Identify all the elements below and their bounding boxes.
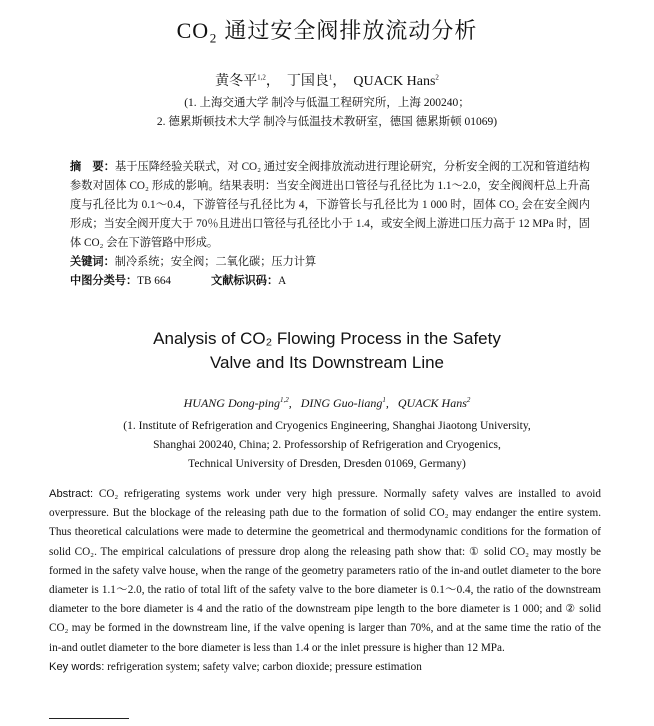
cn-title: CO₂ 通过安全阀排放流动分析 [176,18,478,43]
en-abstract-block [49,485,601,677]
en-title-line-1: Analysis of CO₂ Flowing Process in the Safety [153,329,501,348]
en-title [0,327,654,375]
cn-abstract-text: 基于压降经验关联式，对 CO₂ 通过安全阀排放流动进行理论研究，分析安全阀的工况和管道结构参数对固体 CO₂ 形成的影响。结果表明：当安全阀进出口管径与孔径比为 1.1～2.0，安全阀阀杆总上升高度与孔径比为 0.1～0.4，下游管径与孔径比为 4，下游管长与孔径比为 1 000 时，固体 CO₂ 会在安全阀内形成；当安全阀开度大于 70％且进出口管径与孔径比小于 1.4，或安全阀上游进口压力高于 12 MPa 时，固体 CO₂ 会在下游管路中形成。 [70,161,590,249]
en-abstract-label: Abstract: [49,488,94,500]
cn-classification: 中图分类号：TB 664 文献标识码：A [70,275,287,287]
cn-affiliation-2: 2. 德累斯顿技术大学 制冷与低温技术教研室，德国 德累斯顿 01069) [156,116,498,128]
en-affiliation-1: (1. Institute of Refrigeration and Cryogenics Engineering, Shanghai Jiaotong University, [123,420,531,432]
cn-abstract-label: 摘 要： [70,161,115,173]
cn-clc-code: TB 664 [137,275,172,287]
en-keywords [49,658,601,677]
cn-author-2: 丁国良$^1$ [286,73,333,89]
cn-authors: 黄冬平$^{1,2}$， 丁国良$^1$， QUACK Hans$^2$ [215,73,439,89]
cn-abstract [70,158,590,253]
en-keywords-label: Key words: [49,660,105,673]
cn-keywords-label: 关键词： [70,256,115,268]
en-author-2: DING Guo-liang$^1$ [300,396,386,410]
cn-keywords [70,253,590,272]
en-affiliation-2: Shanghai 200240, China; 2. Professorship of Refrigeration and Cryogenics, [153,439,501,451]
en-keywords-text: refrigeration system; safety valve; carbon dioxide; pressure estimation [107,660,422,673]
en-affiliation-3: Technical University of Dresden, Dresden 01069, Germany) [188,458,466,470]
footnote-rule [49,718,129,719]
en-authors: HUANG Dong-ping$^{1,2}$, DING Guo-liang$^1$, QUACK Hans$^2$ [183,396,471,410]
cn-affiliation-1: (1. 上海交通大学 制冷与低温工程研究所，上海 200240； [184,97,470,109]
cn-author-3: QUACK Hans$^2$ [353,73,439,89]
en-abstract-text: CO₂ refrigerating systems work under very high pressure. Normally safety valves are installed to avoid overpressure. But the blockage of the releasing path due to the formation of solid CO₂ may endanger the entire system. Thus theoretical calculations were made to determine the geometrical and thermodynamic conditions for the formation of solid CO₂. The empirical calculations of pressure drop along the releasing path show that: ① solid CO₂ may mostly be formed in the safety valve house, when the range of the geometry parameters ratio of the in-and outlet diameter to the bore diameter is 1.1～2.0, the ratio of total lift of the safety valve to the bore diameter is 0.1～0.4, the ratio of the downstream diameter to the bore diameter is 4 and the ratio of the downstream pipe length to the bore diameter is 1 000; and ② solid CO₂ may be formed in the downstream line, if the valve opening is larger than 70%, and at the same time the ratio of the in-and outlet diameter to the bore diameter is less than 1.4 or the inlet pressure is higher than 12 MPa. [49,488,602,654]
cn-keywords-text: 制冷系统；安全阀；二氧化碳；压力计算 [114,256,317,268]
en-title-line-2: Valve and Its Downstream Line [209,353,445,372]
en-author-1: HUANG Dong-ping$^{1,2}$ [183,396,289,410]
cn-author-1: 黄冬平$^{1,2}$ [215,73,266,89]
cn-doc-code: A [278,275,287,287]
cn-abstract-block [70,158,590,291]
en-author-3: QUACK Hans$^2$ [397,396,471,410]
en-abstract [49,485,601,658]
